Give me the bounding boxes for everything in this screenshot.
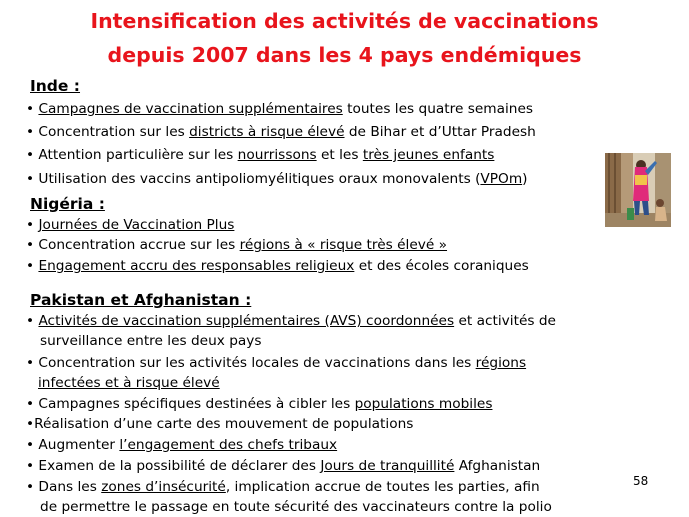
list-item: •Réalisation d’une carte des mouvement de populations bbox=[26, 416, 414, 432]
list-item: • Concentration sur les activités locales de vaccinations dans les régions bbox=[26, 355, 527, 371]
list-item: • Activités de vaccination supplémentaires (AVS) coordonnées et activités de bbox=[26, 313, 556, 329]
vaccination-photo-illustration bbox=[605, 153, 671, 227]
slide-title-line-2: depuis 2007 dans les 4 pays endémiques bbox=[107, 43, 582, 67]
list-item: • Utilisation des vaccins antipoliomyélitiques oraux monovalents (VPOm) bbox=[26, 171, 528, 187]
section-heading-inde: Inde : bbox=[30, 77, 81, 95]
list-item: • Dans les zones d’insécurité, implication accrue de toutes les parties, afin bbox=[26, 479, 540, 495]
list-item: • Campagnes spécifiques destinées à cibler les populations mobiles bbox=[26, 396, 493, 412]
slide-title-line-1: Intensification des activités de vaccinations bbox=[90, 9, 599, 33]
list-item: infectées et à risque élevé bbox=[38, 375, 220, 391]
list-item: • Attention particulière sur les nourrissons et les très jeunes enfants bbox=[26, 147, 495, 163]
list-item: • Augmenter l’engagement des chefs tribaux bbox=[26, 437, 338, 453]
list-item: • Engagement accru des responsables religieux et des écoles coraniques bbox=[26, 258, 529, 274]
section-heading-pakistan-afghanistan: Pakistan et Afghanistan : bbox=[30, 291, 252, 309]
list-item: • Campagnes de vaccination supplémentaires toutes les quatre semaines bbox=[26, 101, 534, 117]
list-item: de permettre le passage en toute sécurité des vaccinateurs contre la polio bbox=[40, 499, 552, 515]
section-heading-nigeria: Nigéria : bbox=[30, 195, 105, 213]
list-item: • Journées de Vaccination Plus bbox=[26, 217, 235, 233]
list-item: • Concentration sur les districts à risque élevé de Bihar et d’Uttar Pradesh bbox=[26, 124, 536, 140]
list-item: surveillance entre les deux pays bbox=[40, 333, 262, 349]
vaccination-photo bbox=[605, 153, 671, 227]
page-number: 58 bbox=[633, 474, 649, 488]
list-item: • Examen de la possibilité de déclarer des Jours de tranquillité Afghanistan bbox=[26, 458, 541, 474]
list-item: • Concentration accrue sur les régions à « risque très élevé » bbox=[26, 237, 448, 253]
